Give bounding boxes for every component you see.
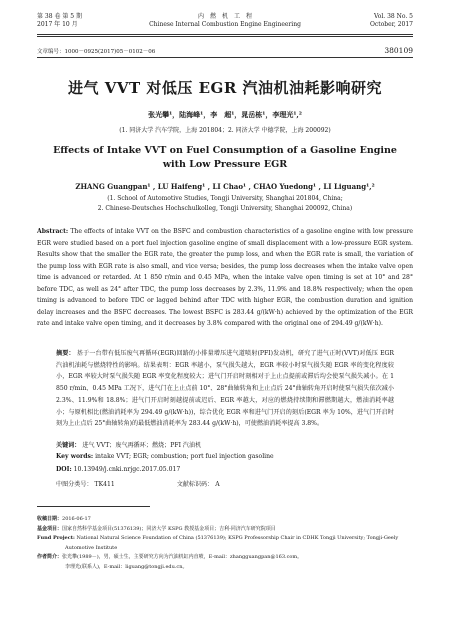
clc-label: 中图分类号：: [56, 481, 93, 488]
footnotes: [37, 515, 413, 573]
keywords-en: [56, 453, 394, 460]
header-rule-secondary: [37, 36, 413, 37]
keywords-cn: [56, 440, 394, 449]
fund-en-label: Fund Project:: [37, 535, 75, 542]
abstract-cn-text: 基于一台带有低压废气再循环(EGR)回路的小排量增压进气道喷射(PFI)发动机，研究了进气正时(VVT)对低压 EGR 汽油机油耗与燃烧特性的影响。结果表明：EGR 率越小，泵气损失越大，EGR 率较小时泵气损失随 EGR 率的变化程度较小，EGR 率较大时泵气损失随 EGR 率变化程度较大；进气门开启时刻相对于上止点提前或滞后均会使泵气损失减小。在 1 850 r/min、0.45 MPa 工况下，进气门在上止点前 10°、28°曲轴转角和上止点后 24°曲轴转角开启时使泵气损失依次减小 2.3%、11.9%和 18.8%；进气门开启时刻越提前或迟后、EGR 率越大，对应的燃烧持续期和滞燃期越大，燃油消耗率越小；与原机相比(燃油消耗率为 294.49 g/(kW·h))，综合优化 EGR 率和进气门开启的刻后(EGR 率为 10%，进气门开启时刻为上止点后 25°曲轴转角)的最低燃油消耗率为 283.44 g/(kW·h)，可使燃油消耗率提高 3.8%。: [56, 350, 394, 428]
received-date: [37, 515, 413, 525]
fund-cn-text: 国家自然科学基金项目(51376139)；同济大学 KSPG 教授基金项目；吉利-同济汽车研究院项目: [62, 525, 276, 532]
abstract-cn-label: 摘要：: [56, 350, 75, 357]
doc-code-value: A: [215, 481, 220, 488]
article-rule: [37, 57, 413, 58]
abstract-en: [37, 226, 413, 330]
title-en: Effects of Intake VVT on Fuel Consumption of a Gasoline Engine with Low Pressure EGR: [53, 145, 397, 170]
author-info-text-2: 李理光(联系人)，E-mail：liguang@tongji.edu.cn。: [65, 563, 188, 570]
affiliation-en-line1: (1. School of Automotive Studies, Tongji University, Shanghai 201804, China;: [107, 195, 343, 202]
article-code: 380109: [384, 46, 413, 55]
classification-row: [56, 479, 394, 488]
abstract-en-label: Abstract:: [37, 228, 69, 235]
date-en: October, 2017: [370, 21, 413, 28]
doi-value[interactable]: 10.13949/j.cnki.nrjgc.2017.05.017: [73, 466, 181, 473]
doi-label: DOI:: [56, 466, 72, 473]
journal-name-cn: 内 燃 机 工 程: [197, 13, 252, 20]
fund-en-text-2: Automotive Institute: [65, 544, 118, 551]
footnote-rule: [37, 506, 150, 507]
date-cn: 2017 年 10 月: [37, 21, 78, 28]
fund-en-text-1: National Natural Science Foundation of China (51376139); KSPG Professorship Chair in CDHK Tongji University; Tongji-Geely: [76, 535, 399, 542]
keywords-cn-text: 进气 VVT；废气再循环；燃烧；PFI 汽油机: [82, 442, 202, 449]
abstract-en-text: The effects of intake VVT on the BSFC and combustion characteristics of a gasoline engine with low pressure EGR were studied based on a port fuel injection gasoline engine of small displacement with a low-pressure EGR system. Results show that the smaller the EGR rate, the greater the pump loss, and when the EGR rate is small, the variation of the pump loss with EGR rate is also small, and vice versa; besides, the pump loss decreases when the intake valve open time is advanced or retarded. At 1 850 r/min and 0.45 MPa, when the intake valve open timing is set at 10° and 28° before TDC, as well as 24° after TDC, the pump loss decreases by 2.3%, 11.9% and 18.8% respectively; when the open timing is advanced to before TDC or lagged behind after TDC with higher EGR, the combustion duration and ignition delay increases and the BSFC decreases. The lowest BSFC is 283.44 g/(kW·h) achieved by the optimization of the EGR rate and intake valve open timing, and it decreases by 3.8% compared with the original one of 294.49 g/(kW·h).: [37, 228, 414, 327]
journal-name-en: Chinese Internal Combustion Engine Engineering: [149, 21, 301, 28]
abstract-cn: [56, 348, 394, 430]
keywords-cn-label: 关键词：: [56, 442, 81, 449]
author-info: [37, 553, 413, 563]
authors-en: ZHANG Guangpan¹ , LU Haifeng¹ , LI Chao¹ , CHAO Yuedong¹ , LI Liguang¹,²: [75, 182, 375, 191]
header-rule: [37, 34, 413, 35]
doi-row: [56, 466, 394, 473]
received-label: 收稿日期：: [37, 516, 63, 522]
fund-cn: [37, 525, 413, 535]
affiliation-en-line2: 2. Chinese-Deutsches Hochschulkolleg, Tongji University, Shanghai 200092, China): [97, 205, 353, 212]
clc-value: TK411: [94, 481, 115, 488]
authors-cn: 张光攀¹，陆海峰¹，李 超¹，晁岳栋¹，李理光¹,²: [148, 110, 302, 119]
article-number-row: [37, 47, 413, 55]
author-info-text-1: 张光攀(1989－)，男，硕士生，主要研究方向为汽油机缸内直喷，E-mail：zhangguangpan@163.com。: [62, 554, 303, 561]
keywords-en-text: intake VVT; EGR; combustion; port fuel injection gasoline: [95, 453, 274, 460]
affiliation-en: [0, 194, 450, 214]
article-number: 文章编号：1000－0925(2017)05－0102－06: [37, 49, 156, 55]
affiliation-cn: (1. 同济大学 汽车学院，上海 201804；2. 同济大学 中德学院，上海 200092): [119, 127, 331, 134]
doc-code-label: 文献标识码：: [176, 481, 214, 488]
title-cn: 进气 VVT 对低压 EGR 汽油机油耗影响研究: [67, 79, 383, 97]
fund-en: [37, 534, 413, 544]
volume-issue-cn: 第 38 卷 第 5 期: [37, 13, 82, 20]
volume-issue-en: Vol. 38 No. 5: [373, 13, 413, 20]
keywords-en-label: Key words:: [56, 453, 94, 460]
author-info-label: 作者简介：: [37, 554, 63, 561]
received-value: 2016-06-17: [62, 516, 91, 522]
fund-cn-label: 基金项目：: [37, 525, 63, 532]
